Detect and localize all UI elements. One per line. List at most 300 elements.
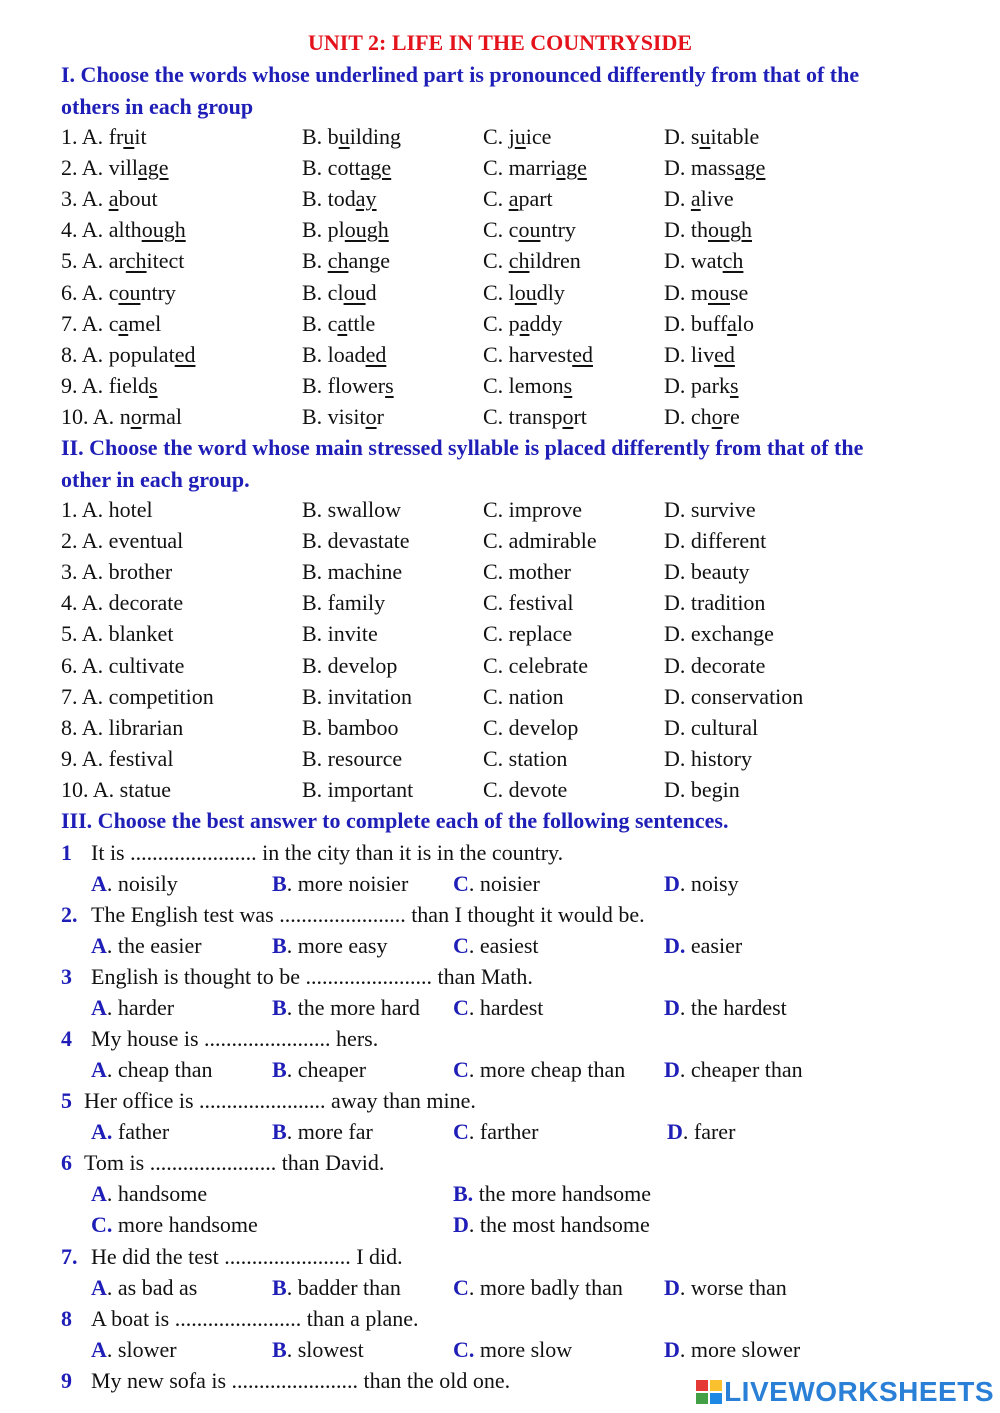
option-cell <box>483 155 587 181</box>
option-cell <box>483 342 593 368</box>
word-part: B. flower <box>302 372 386 398</box>
question-number: 1 <box>61 840 72 865</box>
option-cell: C. develop <box>483 714 579 740</box>
option-text: . more easy <box>286 933 388 958</box>
option-cell <box>664 373 739 399</box>
option-letter: B <box>272 1337 287 1362</box>
option-cell <box>61 373 158 399</box>
option-cell <box>664 217 752 243</box>
option-text: . easiest <box>468 933 539 958</box>
page-title: UNIT 2: LIFE IN THE COUNTRYSIDE <box>307 30 693 55</box>
option-text: . as bad as <box>106 1275 198 1300</box>
word-part: vill <box>108 155 139 181</box>
option-text: . the most handsome <box>468 1212 650 1237</box>
answer-option <box>667 1119 735 1145</box>
word-part: lo <box>736 310 755 336</box>
option-letter: A <box>91 1337 107 1362</box>
answer-option <box>453 1337 572 1363</box>
word-part: D. ch <box>664 403 712 429</box>
word-part: C. p <box>483 310 520 336</box>
option-cell <box>61 124 147 150</box>
brand-name: LIVEWORKSHEETS <box>724 1376 994 1407</box>
underlined-part: ch <box>508 248 530 274</box>
option-cell <box>302 280 377 306</box>
option-cell: 4. A. decorate <box>61 590 184 616</box>
underlined-part: ed <box>572 341 593 367</box>
option-cell <box>483 217 576 243</box>
word-part: B. load <box>302 341 366 367</box>
underlined-part: a <box>519 310 530 336</box>
option-text: the more handsome <box>473 1181 651 1206</box>
option-cell <box>61 404 182 430</box>
option-text: . cheaper <box>286 1057 367 1082</box>
word-part: B. b <box>302 124 339 149</box>
option-cell <box>664 248 743 274</box>
question-text: The English test was ....................... than I thought it would be. <box>91 902 645 927</box>
option-letter: D <box>667 1119 683 1144</box>
option-text: . more noisier <box>286 871 409 896</box>
option-cell: 6. A. cultivate <box>61 652 185 678</box>
option-cell: 8. A. librarian <box>61 714 184 740</box>
option-cell <box>664 155 765 181</box>
option-cell <box>664 124 759 150</box>
word-part: rt <box>573 403 587 429</box>
option-letter: D <box>664 1275 680 1300</box>
question-text: A boat is ....................... than a plane. <box>91 1306 419 1331</box>
option-cell <box>483 280 565 306</box>
answer-option <box>272 933 387 959</box>
word-part: B. cl <box>302 279 344 305</box>
answer-option <box>664 995 787 1021</box>
question-text: English is thought to be ....................... than Math. <box>91 964 533 989</box>
option-text: . handsome <box>106 1181 208 1206</box>
option-text: easier <box>685 933 743 958</box>
underlined-part: ch <box>722 248 744 274</box>
option-cell: C. festival <box>483 590 574 616</box>
option-letter: A <box>91 933 107 958</box>
answer-option <box>664 1057 803 1083</box>
option-cell: C. celebrate <box>483 652 589 678</box>
question-number: 2. <box>61 902 78 927</box>
word-part: B. pl <box>302 217 345 243</box>
word-part: C. transp <box>483 403 563 429</box>
option-text: more handsome <box>112 1212 258 1237</box>
word-part: alth <box>108 217 142 243</box>
option-text: . more far <box>286 1119 373 1144</box>
answer-option <box>272 995 420 1021</box>
option-letter: B <box>272 871 287 896</box>
section-1-heading-cont: others in each group <box>61 94 254 119</box>
option-cell: C. station <box>483 745 568 771</box>
option-letter: A <box>91 1057 107 1082</box>
underlined-part: ou <box>343 279 366 305</box>
option-cell: B. family <box>302 590 386 616</box>
option-letter: D <box>664 1337 680 1362</box>
option-letter: D <box>664 1057 680 1082</box>
question-number: 8 <box>61 1306 72 1331</box>
option-cell <box>302 404 384 430</box>
underlined-part: ough <box>344 217 389 243</box>
option-cell: C. improve <box>483 497 582 522</box>
word-part: it <box>134 124 147 149</box>
word-part: itect <box>146 248 185 274</box>
word-part: D. m <box>664 279 708 305</box>
option-text: . farer <box>682 1119 736 1144</box>
option-letter: B <box>272 933 287 958</box>
question-number: 6 <box>61 1150 72 1175</box>
option-cell <box>302 186 377 212</box>
word-part: ttle <box>347 310 376 336</box>
question-number: 4 <box>61 1026 72 1051</box>
option-cell: D. tradition <box>664 590 766 616</box>
question-number: 3 <box>61 964 72 989</box>
word-part: C. c <box>483 217 519 243</box>
question-number: 7. A. <box>61 310 109 336</box>
section-3-heading: III. Choose the best answer to complete each of the following sentences. <box>61 808 729 833</box>
option-cell: B. resource <box>302 745 403 771</box>
word-part: r <box>376 403 384 429</box>
word-part: C. l <box>483 279 515 305</box>
option-cell: D. survive <box>664 497 756 522</box>
word-part: d <box>365 279 377 305</box>
option-cell: B. devastate <box>302 528 410 554</box>
option-cell: 2. A. eventual <box>61 528 184 554</box>
question-number: 7. <box>61 1244 78 1269</box>
option-cell: B. swallow <box>302 497 401 522</box>
option-letter: D. <box>664 933 686 958</box>
underlined-part: ed <box>365 341 387 367</box>
option-cell: D. decorate <box>664 652 766 678</box>
word-part: rmal <box>141 403 183 429</box>
underlined-part: o <box>130 403 142 429</box>
option-cell: 5. A. blanket <box>61 621 174 647</box>
option-letter: A. <box>91 1119 113 1144</box>
underlined-part: ch <box>327 248 349 274</box>
underlined-part: o <box>711 403 723 429</box>
option-text: . badder than <box>286 1275 401 1300</box>
word-part: D. buff <box>664 310 728 336</box>
answer-option <box>91 1119 169 1145</box>
underlined-part: a <box>690 186 701 212</box>
option-cell: D. conservation <box>664 683 804 709</box>
word-part: live <box>700 186 734 212</box>
word-part: itable <box>710 124 760 149</box>
option-cell <box>483 311 562 337</box>
question-number: 9 <box>61 1368 72 1393</box>
underlined-part: ay <box>355 186 377 212</box>
option-letter: C <box>453 871 469 896</box>
option-letter: B <box>272 1057 287 1082</box>
option-letter: C <box>453 933 469 958</box>
option-cell: C. replace <box>483 621 573 647</box>
question-number: 5. A. <box>61 248 109 274</box>
logo-grid-icon <box>696 1380 722 1404</box>
underlined-part: u <box>123 124 135 149</box>
word-part: se <box>730 279 749 305</box>
word-part: D. mass <box>664 155 735 181</box>
question-text: It is ....................... in the city than it is in the country. <box>91 840 564 865</box>
option-cell: B. bamboo <box>302 714 399 740</box>
option-cell <box>302 124 401 150</box>
word-part: D. liv <box>664 341 715 367</box>
answer-option <box>664 933 742 959</box>
word-part: C. <box>483 186 509 212</box>
option-cell <box>483 373 572 399</box>
underlined-part: a <box>118 310 129 336</box>
option-text: . noisier <box>468 871 540 896</box>
option-cell <box>302 248 390 274</box>
option-cell: C. nation <box>483 683 564 709</box>
option-letter: C <box>453 1275 469 1300</box>
answer-option <box>453 1119 539 1145</box>
question-number: 3. A. <box>61 186 109 212</box>
option-cell: D. history <box>664 745 752 771</box>
option-cell <box>61 217 186 243</box>
word-part: n <box>119 403 131 429</box>
option-cell: D. exchange <box>664 621 774 647</box>
question-number: 1. A. <box>61 124 109 149</box>
option-text: . the more hard <box>286 995 420 1020</box>
option-cell <box>664 404 740 430</box>
option-cell: D. begin <box>664 776 740 802</box>
underlined-part: ed <box>174 341 196 367</box>
option-letter: D <box>664 871 680 896</box>
answer-option <box>453 995 543 1021</box>
option-cell <box>302 311 375 337</box>
underlined-part: a <box>508 186 519 212</box>
word-part: B. visit <box>302 403 366 429</box>
answer-option <box>453 1212 650 1238</box>
question-number: 8. A. <box>61 341 109 367</box>
option-text: . cheap than <box>106 1057 213 1082</box>
option-cell <box>302 373 394 399</box>
option-text: . noisily <box>106 871 178 896</box>
underlined-part: u <box>699 124 711 149</box>
question-text: Tom is ....................... than David. <box>84 1150 385 1175</box>
option-text: . slowest <box>286 1337 364 1362</box>
underlined-part: ed <box>714 341 735 367</box>
option-letter: B <box>272 1275 287 1300</box>
answer-option <box>272 1119 373 1145</box>
word-part: C. <box>483 248 509 274</box>
option-cell: B. develop <box>302 652 398 678</box>
word-part: B. cott <box>302 155 361 181</box>
word-part: bout <box>118 186 158 212</box>
word-part: B. c <box>302 310 338 336</box>
option-letter: A <box>91 995 107 1020</box>
word-part: D. s <box>664 124 700 149</box>
word-part: C. j <box>483 124 515 149</box>
option-text: . more slower <box>679 1337 801 1362</box>
word-part: ddy <box>529 310 563 336</box>
word-part: ntry <box>140 279 176 305</box>
word-part: c <box>108 279 119 305</box>
word-part: D. park <box>664 372 730 398</box>
option-cell: D. cultural <box>664 714 759 740</box>
option-cell: D. beauty <box>664 559 750 585</box>
option-cell <box>302 155 391 181</box>
underlined-part: a <box>108 186 119 212</box>
option-cell <box>664 186 734 212</box>
underlined-part: ch <box>125 248 147 274</box>
option-cell <box>61 155 169 181</box>
underlined-part: o <box>562 403 574 429</box>
word-part: B. <box>302 248 328 274</box>
question-number: 10. A. <box>61 403 120 429</box>
word-part: part <box>518 186 553 212</box>
answer-option <box>453 871 540 897</box>
option-cell <box>61 280 176 306</box>
option-letter: A <box>91 1275 107 1300</box>
word-part: ar <box>108 248 126 274</box>
word-part: dly <box>536 279 565 305</box>
word-part: D. wat <box>664 248 723 274</box>
answer-option <box>272 1057 366 1083</box>
word-part: re <box>722 403 740 429</box>
word-part: c <box>108 310 119 336</box>
underlined-part: ough <box>141 217 186 243</box>
word-part: ilding <box>349 124 402 149</box>
answer-option <box>272 1275 401 1301</box>
option-cell: D. different <box>664 528 767 554</box>
underlined-part: age <box>556 155 587 181</box>
option-cell: C. admirable <box>483 528 597 554</box>
underlined-part: ough <box>708 217 752 243</box>
option-letter: B. <box>453 1181 474 1206</box>
section-2-heading: II. Choose the word whose main stressed syllable is placed differently from that of the <box>61 435 864 460</box>
underlined-part: ou <box>708 279 730 305</box>
option-cell: B. machine <box>302 559 403 585</box>
underlined-part: age <box>734 155 766 181</box>
option-text: father <box>112 1119 170 1144</box>
underlined-part: s <box>729 372 739 398</box>
option-letter: C <box>453 995 469 1020</box>
question-number: 6. A. <box>61 279 109 305</box>
underlined-part: ou <box>514 279 537 305</box>
answer-option <box>453 1057 625 1083</box>
option-text: more slow <box>474 1337 573 1362</box>
option-cell <box>483 124 551 150</box>
option-cell <box>61 311 161 337</box>
option-cell <box>61 248 184 274</box>
option-text: . the hardest <box>679 995 787 1020</box>
answer-option <box>91 1057 213 1083</box>
option-cell <box>483 404 587 430</box>
option-text: . cheaper than <box>679 1057 803 1082</box>
underlined-part: age <box>138 155 169 181</box>
word-part: mel <box>128 310 162 336</box>
option-letter: C. <box>453 1337 475 1362</box>
answer-option <box>453 1275 623 1301</box>
option-letter: B <box>272 995 287 1020</box>
option-cell: 7. A. competition <box>61 683 214 709</box>
word-part: C. marri <box>483 155 557 181</box>
answer-option <box>91 1181 207 1207</box>
option-cell <box>664 311 754 337</box>
answer-option <box>272 871 408 897</box>
answer-option <box>664 1337 800 1363</box>
word-part: D. <box>664 186 691 212</box>
section-1-heading: I. Choose the words whose underlined part is pronounced differently from that of the <box>61 62 860 87</box>
option-letter: C. <box>91 1212 113 1237</box>
underlined-part: u <box>338 124 350 149</box>
underlined-part: age <box>360 155 392 181</box>
underlined-part: ou <box>518 217 541 243</box>
word-part: field <box>108 372 150 398</box>
option-cell: 9. A. festival <box>61 745 174 771</box>
question-number: 4. A. <box>61 217 109 243</box>
word-part: fr <box>108 124 124 149</box>
underlined-part: s <box>563 372 573 398</box>
underlined-part: o <box>365 403 377 429</box>
answer-option <box>453 1181 651 1207</box>
answer-option <box>91 1212 258 1238</box>
option-letter: D <box>664 995 680 1020</box>
option-cell <box>302 342 386 368</box>
underlined-part: ou <box>118 279 141 305</box>
option-cell <box>61 342 195 368</box>
question-text: My new sofa is ....................... than the old one. <box>91 1368 511 1393</box>
question-text: My house is ....................... hers. <box>91 1026 379 1051</box>
question-number: 5 <box>61 1088 72 1113</box>
word-part: C. lemon <box>483 372 564 398</box>
underlined-part: s <box>149 372 158 398</box>
answer-option <box>453 933 539 959</box>
question-number: 2. A. <box>61 155 109 181</box>
option-text: . farther <box>468 1119 539 1144</box>
option-text: . more badly than <box>468 1275 623 1300</box>
option-cell: B. invite <box>302 621 378 647</box>
option-letter: C <box>453 1057 469 1082</box>
answer-option <box>91 1337 177 1363</box>
option-cell: 10. A. statue <box>61 776 171 802</box>
option-letter: B <box>272 1119 287 1144</box>
option-text: . harder <box>106 995 175 1020</box>
answer-option <box>91 995 174 1021</box>
option-letter: D <box>453 1212 469 1237</box>
answer-option <box>664 1275 787 1301</box>
answer-option <box>664 871 739 897</box>
option-cell: B. invitation <box>302 683 412 709</box>
option-cell: 3. A. brother <box>61 559 173 585</box>
option-text: . the easier <box>106 933 202 958</box>
option-letter: A <box>91 1181 107 1206</box>
option-letter: C <box>453 1119 469 1144</box>
underlined-part: a <box>337 310 348 336</box>
answer-option <box>91 871 178 897</box>
underlined-part: a <box>727 310 737 336</box>
word-part: populat <box>108 341 175 367</box>
option-cell <box>483 248 581 274</box>
section-2-heading-cont: other in each group. <box>61 467 250 492</box>
word-part: D. th <box>664 217 708 243</box>
option-cell: C. devote <box>483 776 568 802</box>
answer-option <box>272 1337 364 1363</box>
option-cell: C. mother <box>483 559 571 585</box>
option-cell <box>61 186 158 212</box>
answer-option <box>91 1275 197 1301</box>
answer-option <box>91 933 202 959</box>
option-cell <box>302 217 389 243</box>
word-part: ice <box>525 124 552 149</box>
option-cell: B. important <box>302 776 414 802</box>
option-cell <box>664 342 735 368</box>
option-cell: 1. A. hotel <box>61 497 153 522</box>
option-cell <box>664 280 748 306</box>
word-part: ildren <box>529 248 581 274</box>
question-number: 9. A. <box>61 372 109 398</box>
option-text: . hardest <box>468 995 544 1020</box>
